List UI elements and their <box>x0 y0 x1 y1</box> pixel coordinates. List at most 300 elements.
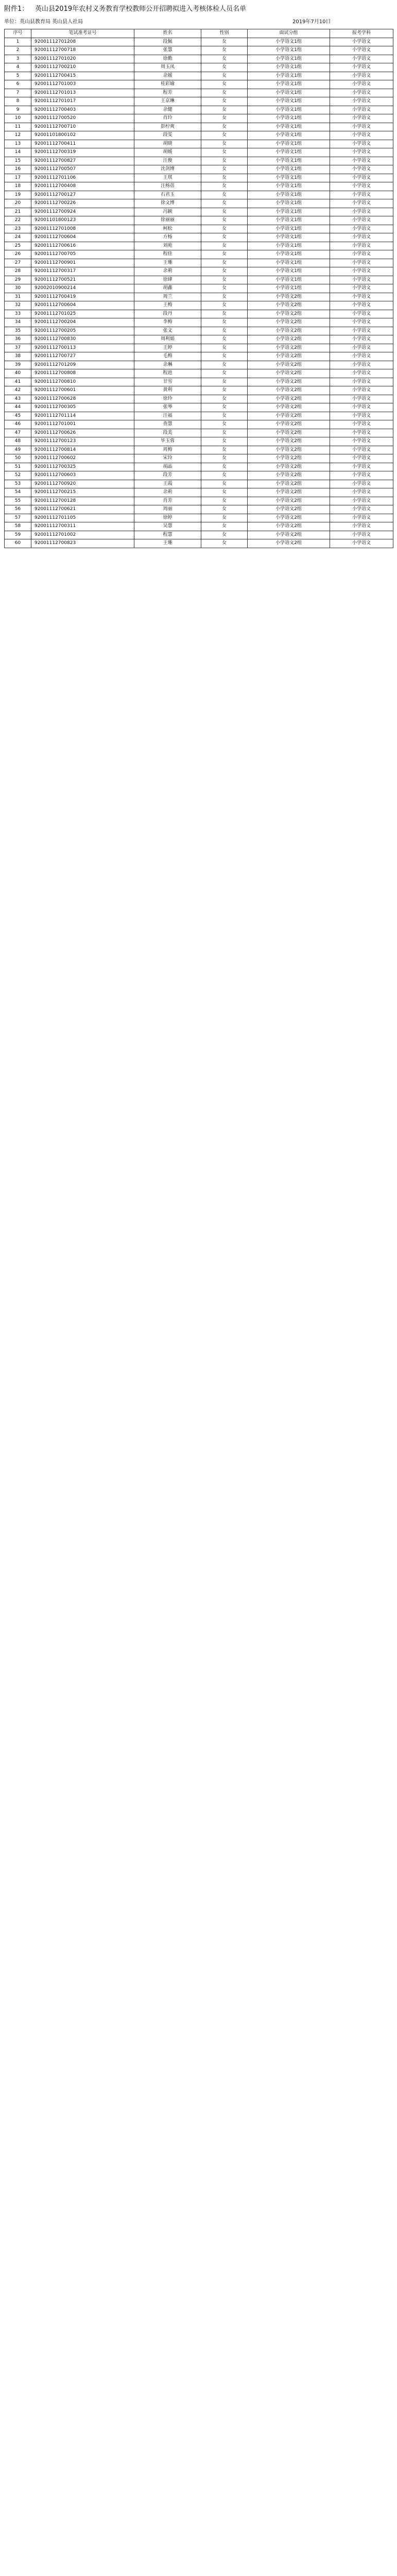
page-title <box>4 3 393 15</box>
table-cell: 24 <box>5 233 31 242</box>
table-cell: 小学语文1组 <box>248 233 330 242</box>
table-cell: 36 <box>5 335 31 344</box>
table-cell: 60 <box>5 539 31 548</box>
table-cell: 汪福 <box>134 412 201 420</box>
table-cell: 胡媛 <box>134 148 201 157</box>
table-cell: 小学语文2组 <box>248 488 330 497</box>
table-cell: 女 <box>201 199 248 208</box>
table-cell: 小学语文 <box>330 471 393 480</box>
table-cell: 92001112700830 <box>31 335 134 344</box>
table-cell: 92001112701020 <box>31 55 134 63</box>
table-row <box>5 471 393 480</box>
table-cell: 小学语文 <box>330 165 393 174</box>
table-row <box>5 259 393 267</box>
table-cell: 小学语文 <box>330 157 393 165</box>
table-row <box>5 403 393 412</box>
table-cell: 41 <box>5 378 31 386</box>
table-cell: 段芳 <box>134 471 201 480</box>
table-cell: 小学语文 <box>330 318 393 327</box>
table-cell: 2 <box>5 46 31 55</box>
table-cell: 黄利 <box>134 386 201 395</box>
table-cell: 女 <box>201 131 248 140</box>
table-row <box>5 208 393 216</box>
table-cell: 周梅 <box>134 446 201 454</box>
table-row <box>5 395 393 403</box>
table-row <box>5 89 393 97</box>
table-row <box>5 276 393 284</box>
table-cell: 10 <box>5 114 31 123</box>
table-cell: 小学语文1组 <box>248 242 330 250</box>
table-row <box>5 301 393 310</box>
table-cell: 47 <box>5 429 31 437</box>
table-cell: 女 <box>201 488 248 497</box>
table-cell: 宋玲 <box>134 454 201 463</box>
table-cell: 8 <box>5 97 31 106</box>
table-cell: 周玉凤 <box>134 63 201 72</box>
table-cell: 女 <box>201 165 248 174</box>
table-row <box>5 80 393 89</box>
table-cell: 胡晓 <box>134 140 201 148</box>
table-cell: 胡晶 <box>134 463 201 471</box>
table-cell: 小学语文1组 <box>248 267 330 276</box>
table-cell: 女 <box>201 463 248 471</box>
table-cell: 小学语文 <box>330 437 393 446</box>
table-cell: 小学语文 <box>330 344 393 352</box>
table-cell: 20 <box>5 199 31 208</box>
table-row <box>5 522 393 531</box>
table-cell: 小学语文1组 <box>248 46 330 55</box>
table-cell: 王珊 <box>134 539 201 548</box>
table-row <box>5 463 393 471</box>
table-cell: 小学语文1组 <box>248 174 330 182</box>
table-cell: 小学语文2组 <box>248 454 330 463</box>
table-row <box>5 378 393 386</box>
table-cell: 柯松 <box>134 225 201 233</box>
table-cell: 女 <box>201 123 248 131</box>
table-cell: 吴慧 <box>134 522 201 531</box>
table-cell: 92001112700411 <box>31 140 134 148</box>
table-cell: 92001112700204 <box>31 318 134 327</box>
table-cell: 小学语文2组 <box>248 412 330 420</box>
table-cell: 小学语文 <box>330 293 393 301</box>
table-cell: 女 <box>201 250 248 259</box>
table-header-row <box>5 29 393 38</box>
table-cell: 小学语文 <box>330 361 393 369</box>
table-cell: 小学语文 <box>330 199 393 208</box>
table-cell: 小学语文1组 <box>248 165 330 174</box>
table-cell: 小学语文 <box>330 497 393 505</box>
table-cell: 女 <box>201 395 248 403</box>
table-cell: 小学语文1组 <box>248 55 330 63</box>
table-cell: 小学语文1组 <box>248 38 330 46</box>
table-cell: 小学语文 <box>330 174 393 182</box>
table-cell: 程芳 <box>134 89 201 97</box>
table-row <box>5 157 393 165</box>
table-cell: 小学语文2组 <box>248 497 330 505</box>
table-cell: 小学语文2组 <box>248 335 330 344</box>
table-cell: 女 <box>201 522 248 531</box>
table-cell: 小学语文 <box>330 276 393 284</box>
table-cell: 小学语文1组 <box>248 148 330 157</box>
table-cell: 49 <box>5 446 31 454</box>
table-cell: 女 <box>201 72 248 80</box>
table-cell: 小学语文 <box>330 369 393 378</box>
column-header: 报考学科 <box>330 29 393 38</box>
table-row <box>5 361 393 369</box>
table-cell: 37 <box>5 344 31 352</box>
table-cell: 小学语文1组 <box>248 97 330 106</box>
table-cell: 7 <box>5 89 31 97</box>
table-cell: 程进 <box>134 369 201 378</box>
table-row <box>5 318 393 327</box>
table-cell: 3 <box>5 55 31 63</box>
table-cell: 徐玲 <box>134 395 201 403</box>
table-row <box>5 165 393 174</box>
table-cell: 女 <box>201 429 248 437</box>
table-cell: 小学语文1组 <box>248 208 330 216</box>
table-cell: 女 <box>201 531 248 539</box>
table-cell: 小学语文2组 <box>248 437 330 446</box>
table-cell: 小学语文 <box>330 335 393 344</box>
table-cell: 徐婷 <box>134 514 201 522</box>
table-cell: 小学语文2组 <box>248 403 330 412</box>
table-cell: 92001112700920 <box>31 480 134 488</box>
table-row <box>5 505 393 514</box>
table-cell: 女 <box>201 480 248 488</box>
table-cell: 女 <box>201 293 248 301</box>
table-cell: 女 <box>201 505 248 514</box>
table-row <box>5 242 393 250</box>
table-row <box>5 488 393 497</box>
table-cell: 48 <box>5 437 31 446</box>
table-cell: 徐肆 <box>134 276 201 284</box>
table-cell: 小学语文1组 <box>248 276 330 284</box>
table-cell: 16 <box>5 165 31 174</box>
table-cell: 92001112701208 <box>31 38 134 46</box>
table-cell: 23 <box>5 225 31 233</box>
table-cell: 小学语文1组 <box>248 216 330 225</box>
table-cell: 92001112700415 <box>31 72 134 80</box>
table-cell: 女 <box>201 378 248 386</box>
table-cell: 余莉 <box>134 488 201 497</box>
table-cell: 小学语文2组 <box>248 369 330 378</box>
table-cell: 15 <box>5 157 31 165</box>
table-cell: 92001112700710 <box>31 123 134 131</box>
table-cell: 小学语文 <box>330 488 393 497</box>
table-cell: 29 <box>5 276 31 284</box>
table-cell: 小学语文1组 <box>248 131 330 140</box>
table-cell: 王霞 <box>134 480 201 488</box>
table-cell: 王婷 <box>134 344 201 352</box>
table-cell: 女 <box>201 259 248 267</box>
table-cell: 小学语文 <box>330 106 393 114</box>
table-cell: 张琴 <box>134 403 201 412</box>
table-cell: 27 <box>5 259 31 267</box>
table-cell: 92001112700602 <box>31 454 134 463</box>
table-row <box>5 199 393 208</box>
table-cell: 46 <box>5 420 31 429</box>
table-cell: 小学语文 <box>330 403 393 412</box>
table-cell: 小学语文2组 <box>248 361 330 369</box>
table-cell: 1 <box>5 38 31 46</box>
table-row <box>5 352 393 361</box>
table-cell: 女 <box>201 301 248 310</box>
table-cell: 女 <box>201 191 248 199</box>
table-cell: 9 <box>5 106 31 114</box>
table-cell: 小学语文 <box>330 505 393 514</box>
table-cell: 小学语文 <box>330 522 393 531</box>
table-row <box>5 225 393 233</box>
table-cell: 92001112701002 <box>31 531 134 539</box>
table-cell: 32 <box>5 301 31 310</box>
table-cell: 42 <box>5 386 31 395</box>
table-row <box>5 437 393 446</box>
table-cell: 肖玲 <box>134 114 201 123</box>
column-header: 性别 <box>201 29 248 38</box>
table-row <box>5 412 393 420</box>
table-cell: 汪杨蓓 <box>134 182 201 191</box>
table-row <box>5 46 393 55</box>
table-cell: 92001112700628 <box>31 395 134 403</box>
table-row <box>5 174 393 182</box>
table-cell: 92001112700205 <box>31 327 134 335</box>
table-cell: 小学语文2组 <box>248 446 330 454</box>
table-cell: 小学语文 <box>330 208 393 216</box>
table-cell: 92001112700604 <box>31 233 134 242</box>
table-cell: 王京琳 <box>134 97 201 106</box>
table-row <box>5 310 393 318</box>
table-cell: 38 <box>5 352 31 361</box>
subhead <box>4 18 393 27</box>
table-cell: 周丽 <box>134 505 201 514</box>
table-cell: 小学语文 <box>330 463 393 471</box>
table-cell: 女 <box>201 140 248 148</box>
table-cell: 女 <box>201 89 248 97</box>
table-cell: 女 <box>201 454 248 463</box>
table-cell: 92001112701013 <box>31 89 134 97</box>
table-cell: 92001112700311 <box>31 522 134 531</box>
table-cell: 女 <box>201 267 248 276</box>
table-cell: 小学语文2组 <box>248 327 330 335</box>
table-cell: 女 <box>201 539 248 548</box>
table-cell: 女 <box>201 386 248 395</box>
table-cell: 周利娟 <box>134 335 201 344</box>
table-cell: 李梅 <box>134 318 201 327</box>
table-cell: 小学语文1组 <box>248 259 330 267</box>
table-cell: 40 <box>5 369 31 378</box>
table-cell: 徐勤 <box>134 55 201 63</box>
table-cell: 刘苑 <box>134 242 201 250</box>
table-cell: 92001112700924 <box>31 208 134 216</box>
table-row <box>5 72 393 80</box>
table-cell: 50 <box>5 454 31 463</box>
table-cell: 女 <box>201 310 248 318</box>
table-cell: 小学语文 <box>330 63 393 72</box>
attachment-label: 附件1： <box>4 5 29 13</box>
table-cell: 桂彩瑜 <box>134 80 201 89</box>
table-cell: 57 <box>5 514 31 522</box>
table-cell: 26 <box>5 250 31 259</box>
table-cell: 13 <box>5 140 31 148</box>
table-cell: 小学语文1组 <box>248 284 330 293</box>
table-cell: 小学语文 <box>330 301 393 310</box>
table-cell: 女 <box>201 55 248 63</box>
table-row <box>5 38 393 46</box>
table-cell: 甘雪 <box>134 378 201 386</box>
table-cell: 女 <box>201 420 248 429</box>
table-cell: 小学语文2组 <box>248 301 330 310</box>
table-cell: 92001112700705 <box>31 250 134 259</box>
table-cell: 39 <box>5 361 31 369</box>
table-row <box>5 480 393 488</box>
table-cell: 5 <box>5 72 31 80</box>
table-cell: 小学语文1组 <box>248 106 330 114</box>
table-cell: 92001101800102 <box>31 131 134 140</box>
column-header: 姓名 <box>134 29 201 38</box>
table-cell: 17 <box>5 174 31 182</box>
table-cell: 92001112700226 <box>31 199 134 208</box>
table-cell: 小学语文1组 <box>248 199 330 208</box>
table-cell: 92001112700408 <box>31 182 134 191</box>
table-cell: 小学语文2组 <box>248 505 330 514</box>
table-cell: 毛梅 <box>134 352 201 361</box>
table-cell: 92001112700827 <box>31 157 134 165</box>
table-cell: 小学语文2组 <box>248 352 330 361</box>
table-cell: 女 <box>201 242 248 250</box>
table-cell: 小学语文1组 <box>248 250 330 259</box>
table-cell: 92001112700317 <box>31 267 134 276</box>
table-cell: 54 <box>5 488 31 497</box>
table-cell: 段丹 <box>134 310 201 318</box>
table-cell: 小学语文1组 <box>248 114 330 123</box>
table-cell: 小学语文 <box>330 267 393 276</box>
table-cell: 小学语文2组 <box>248 293 330 301</box>
table-cell: 女 <box>201 225 248 233</box>
table-row <box>5 216 393 225</box>
table-cell: 沈剑博 <box>134 165 201 174</box>
table-cell: 52 <box>5 471 31 480</box>
table-cell: 女 <box>201 514 248 522</box>
table-cell: 女 <box>201 446 248 454</box>
table-cell: 张慧 <box>134 46 201 55</box>
title-text: 英山县2019年农村义务教育学校教师公开招聘拟进入考核体检人员名单 <box>35 5 247 13</box>
table-cell: 小学语文 <box>330 114 393 123</box>
table-cell: 小学语文 <box>330 284 393 293</box>
table-cell: 92001112700603 <box>31 471 134 480</box>
column-header: 面试分组 <box>248 29 330 38</box>
table-cell: 92001112700601 <box>31 386 134 395</box>
table-cell: 92001112700810 <box>31 378 134 386</box>
table-cell: 92001112700616 <box>31 242 134 250</box>
table-cell: 92002010900214 <box>31 284 134 293</box>
table-cell: 92001112700808 <box>31 369 134 378</box>
table-cell: 女 <box>201 327 248 335</box>
unit-label: 单位：英山县教育局 英山县人社局 <box>4 19 83 25</box>
table-cell: 小学语文2组 <box>248 480 330 488</box>
table-cell: 女 <box>201 412 248 420</box>
table-cell: 程佳 <box>134 250 201 259</box>
table-cell: 92001112700604 <box>31 301 134 310</box>
table-cell: 毕玉蓉 <box>134 437 201 446</box>
table-cell: 25 <box>5 242 31 250</box>
table-cell: 35 <box>5 327 31 335</box>
table-cell: 女 <box>201 216 248 225</box>
table-cell: 女 <box>201 46 248 55</box>
table-cell: 34 <box>5 318 31 327</box>
table-cell: 53 <box>5 480 31 488</box>
table-cell: 徐文博 <box>134 199 201 208</box>
table-cell: 小学语文 <box>330 97 393 106</box>
table-cell: 女 <box>201 208 248 216</box>
table-cell: 小学语文 <box>330 80 393 89</box>
table-cell: 女 <box>201 148 248 157</box>
table-cell: 44 <box>5 403 31 412</box>
column-header: 笔试准考证号 <box>31 29 134 38</box>
table-cell: 女 <box>201 106 248 114</box>
table-cell: 段雯 <box>134 131 201 140</box>
table-row <box>5 386 393 395</box>
table-cell: 小学语文 <box>330 38 393 46</box>
table-cell: 女 <box>201 157 248 165</box>
table-row <box>5 335 393 344</box>
table-cell: 小学语文 <box>330 55 393 63</box>
table-cell: 胡鑫 <box>134 284 201 293</box>
table-cell: 92001112700901 <box>31 259 134 267</box>
table-cell: 92001112700621 <box>31 505 134 514</box>
table-cell: 小学语文2组 <box>248 522 330 531</box>
table-cell: 92001112700127 <box>31 191 134 199</box>
table-cell: 小学语文2组 <box>248 310 330 318</box>
table-cell: 段佩 <box>134 38 201 46</box>
table-cell: 14 <box>5 148 31 157</box>
table-cell: 51 <box>5 463 31 471</box>
table-cell: 小学语文2组 <box>248 539 330 548</box>
table-cell: 小学语文 <box>330 412 393 420</box>
table-cell: 小学语文2组 <box>248 395 330 403</box>
table-cell: 小学语文2组 <box>248 531 330 539</box>
table-row <box>5 148 393 157</box>
table-cell: 小学语文2组 <box>248 514 330 522</box>
table-cell: 小学语文 <box>330 72 393 80</box>
table-cell: 女 <box>201 471 248 480</box>
table-cell: 21 <box>5 208 31 216</box>
table-cell: 王梅 <box>134 301 201 310</box>
table-row <box>5 233 393 242</box>
table-cell: 余莉 <box>134 267 201 276</box>
table-row <box>5 114 393 123</box>
table-cell: 小学语文 <box>330 148 393 157</box>
table-cell: 小学语文2组 <box>248 378 330 386</box>
table-row <box>5 327 393 335</box>
table-cell: 小学语文 <box>330 352 393 361</box>
table-cell: 小学语文1组 <box>248 63 330 72</box>
table-cell: 92001112701017 <box>31 97 134 106</box>
column-header: 序号 <box>5 29 31 38</box>
table-cell: 92001112700128 <box>31 497 134 505</box>
table-cell: 女 <box>201 497 248 505</box>
table-row <box>5 182 393 191</box>
table-cell: 余琳 <box>134 361 201 369</box>
table-row <box>5 63 393 72</box>
table-cell: 92001112701106 <box>31 174 134 182</box>
table-cell: 女 <box>201 403 248 412</box>
table-cell: 30 <box>5 284 31 293</box>
table-cell: 小学语文 <box>330 531 393 539</box>
table-cell: 92001112700718 <box>31 46 134 55</box>
table-cell: 43 <box>5 395 31 403</box>
table-row <box>5 284 393 293</box>
table-cell: 余健 <box>134 106 201 114</box>
